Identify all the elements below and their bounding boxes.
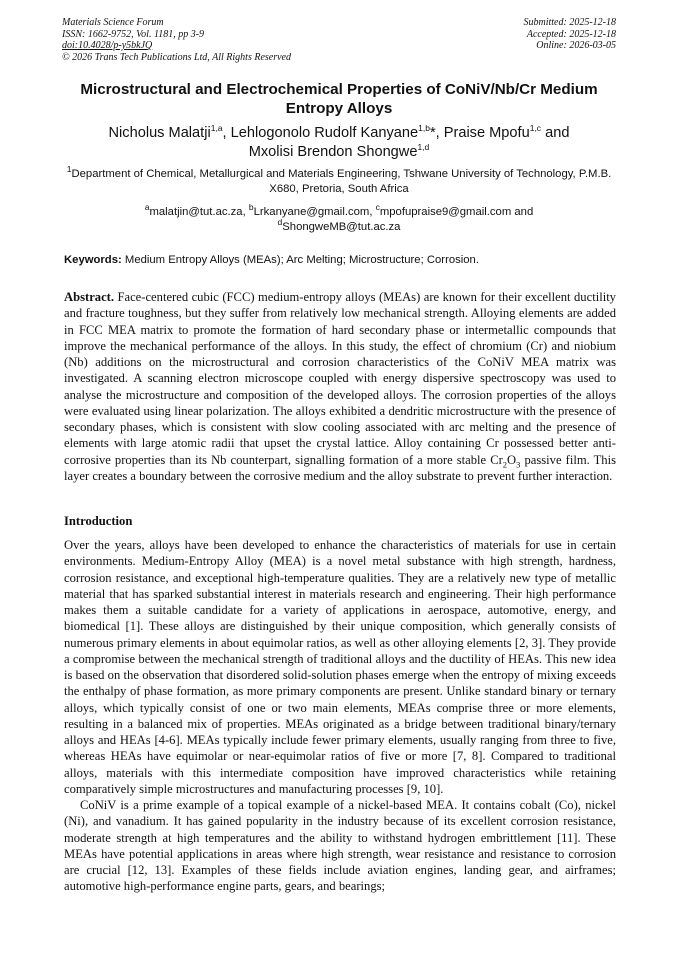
email-separator: ,: [242, 206, 249, 218]
email-separator: ,: [369, 206, 376, 218]
email-mark: b: [248, 202, 254, 213]
abstract: [64, 289, 616, 484]
body-paragraph: CoNiV is a prime example of a topical example of a nickel-based MEA. It contains cobalt (Co), nickel (Ni), and vanadium. It has gained popularity in the industry because of its excellent corrosion resistance, moderate strength at high temperatures and the ability to withstand hydrogen embrittlement [11]. These MEAs have potential applications in areas where high strength, wear resistance and resistance to corrosion are crucial [12, 13]. Examples of these fields include aviation engines, landing gear, and airframes; automotive high-performance engine parts, gears, and bearings;: [64, 798, 616, 894]
author-separator: *,: [429, 125, 444, 141]
issn-volume: ISSN: 1662-9752, Vol. 1181, pp 3-9: [62, 28, 205, 40]
email-mark: a: [144, 202, 150, 213]
author-affiliation-mark: 1,b: [418, 123, 430, 134]
affiliation: [62, 164, 616, 197]
journal-name: Materials Science Forum: [62, 17, 164, 28]
abstract-label: Abstract.: [64, 290, 115, 304]
chemical-formula: [490, 452, 521, 470]
copyright-notice: © 2026 Trans Tech Publications Ltd, All Rights Reserved: [62, 51, 291, 63]
accepted-date: Accepted: 2025-12-18: [526, 28, 616, 40]
header-right: [524, 17, 617, 52]
formula-element: O: [507, 452, 517, 467]
email-address[interactable]: mpofupraise9@gmail.com: [379, 206, 512, 218]
abstract-text: passive film. This layer creates a boundary between the corrosive medium and the alloy substrate to prevent further interaction.: [64, 452, 616, 483]
author-list: [62, 124, 616, 162]
author-affiliation-mark: 1,c: [529, 123, 542, 134]
paper-title: Microstructural and Electrochemical Properties of CoNiV/Nb/Cr Medium Entropy Alloys: [80, 81, 598, 117]
author: Lehlogonolo Rudolf Kanyane: [230, 125, 419, 141]
email-address[interactable]: malatjin@tut.ac.za: [149, 206, 243, 218]
header-left: [62, 17, 291, 63]
author-affiliation-mark: 1,d: [417, 142, 430, 153]
author: Praise Mpofu: [443, 125, 530, 141]
formula-element: Cr: [490, 452, 503, 467]
author-separator: and: [541, 125, 570, 141]
introduction-body: [64, 537, 616, 895]
keywords-text: Medium Entropy Alloys (MEAs); Arc Melting; Microstructure; Corrosion.: [124, 254, 479, 266]
online-date: Online: 2026-03-05: [536, 40, 616, 51]
affiliation-mark: 1: [66, 164, 72, 175]
section-heading: Introduction: [64, 514, 133, 528]
author: Mxolisi Brendon Shongwe: [248, 144, 418, 160]
author-separator: ,: [222, 125, 231, 141]
formula-subscript: 3: [516, 459, 521, 470]
email-separator: and: [511, 206, 534, 218]
email-list: [62, 202, 616, 235]
email-mark: d: [277, 217, 283, 228]
email-mark: c: [375, 202, 380, 213]
keywords: [64, 253, 616, 268]
affiliation-text: Department of Chemical, Metallurgical and Materials Engineering, Tshwane University of Technology, P.M.B. X680, Pretoria, South Africa: [71, 168, 612, 195]
author: Nicholus Malatji: [108, 125, 211, 141]
doi-link[interactable]: doi:10.4028/p-y5bkJQ: [62, 40, 153, 51]
email-address[interactable]: ShongweMB@tut.ac.za: [282, 221, 401, 233]
keywords-label: Keywords:: [64, 254, 122, 266]
body-paragraph: Over the years, alloys have been developed to enhance the characteristics of materials for use in certain environments. Medium-Entropy Alloy (MEA) is a novel metal substance with high strength, hardness, corrosion resistance, and exceptional high-temperature qualities. They are a relatively new type of metallic material that has sparked substantial interest in materials research and engineering. Their high performance makes them a suitable candidate for a variety of applications in aerospace, automotive, energy, and biomedical [1]. These alloys are distinguished by their unique composition, which generally consists of numerous primary elements in about equimolar ratios, as well as other alloying elements [2, 3]. They provide a compromise between the mechanical strength of traditional alloys and the ductility of HEAs. This new idea is based on the observation that disordered solid-solution phases emerge when the entropy of mixing exceeds the enthalpy of phase formation, as more primary components are present. Unlike standard binary or ternary alloys, which typically consist of one or two main elements, MEAs comprise three or more elements, resulting in a balanced mix of properties. MEAs originated as a bridge between traditional binary/ternary alloys and HEAs [4-6]. MEAs typically include fewer primary elements, usually ranging from three to five, whereas HEAs have equimolar or near-equimolar ratios of five or more [7, 8]. Compared to traditional alloys, materials with this intermediate composition have improved characteristics while retaining comparatively simple microstructures and manufacturing processes [9, 10].: [64, 538, 616, 796]
formula-subscript: 2: [502, 459, 508, 470]
email-address[interactable]: Lrkanyane@gmail.com: [253, 206, 370, 218]
author-affiliation-mark: 1,a: [210, 123, 223, 134]
abstract-text: Face-centered cubic (FCC) medium-entropy alloys (MEAs) are known for their excellent ductility and fracture toughness, but they suffer from relatively low mechanical strength. Alloying elements are added in FCC MEA matrix to promote the formation of hard secondary phase or intermetallic compounds that improve the mechanical performance of the alloys. In this study, the effect of chromium (Cr) and niobium (Nb) additions on the microstructural and corrosion characteristics of the CoNiV MEA matrix was investigated. A scanning electron microscope coupled with energy dispersive spectroscopy was used to analyse the microstructure and composition of the developed alloys. The corrosion properties of the alloys were evaluated using linear polarization. The alloys exhibited a dendritic microstructure with the presence of secondary phases, which is consistent with slow cooling associated with arc melting and the presence of elements with large atomic radii that upset the crystal lattice. Alloy containing Cr possessed better anti-corrosive properties than its Nb counterpart, signalling formation of a more stable: [64, 290, 616, 467]
submitted-date: Submitted: 2025-12-18: [523, 17, 616, 28]
